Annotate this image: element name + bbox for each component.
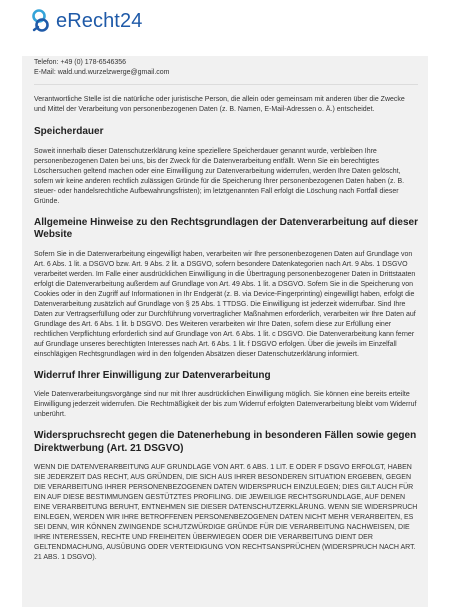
content-area <box>22 56 428 607</box>
objection-paragraph: WENN DIE DATENVERARBEITUNG AUF GRUNDLAGE VON ART. 6 ABS. 1 LIT. E ODER F DSGVO ERFOLGT, HABEN SIE JEDERZEIT DAS RECHT, AUS GRÜNDEN, DIE SICH AUS IHRER BESONDEREN SITUATION ERGEBEN, GEGEN DIE VERARBEITUNG IHRER PERSONENBEZOGENEN DATEN WIDERSPRUCH EINZULEGEN; DIES GILT AUCH FÜR EIN AUF DIESE BESTIMMUNGEN GESTÜTZTES PROFILING. DIE JEWEILIGE RECHTSGRUNDLAGE, AUF DENEN EINE VERARBEITUNG BERUHT, ENTNEHMEN SIE DIESER DATENSCHUTZERKLÄRUNG. WENN SIE WIDERSPRUCH EINLEGEN, WERDEN WIR IHRE BETROFFENEN PERSONENBEZOGENEN DATEN NICHT MEHR VERARBEITEN, ES SEI DENN, WIR KÖNNEN ZWINGENDE SCHUTZWÜRDIGE GRÜNDE FÜR DIE VERARBEITUNG NACHWEISEN, DIE IHRE INTERESSEN, RECHTE UND FREIHEITEN ÜBERWIEGEN ODER DIE VERARBEITUNG DIENT DER GELTENDMACHUNG, AUSÜBUNG ODER VERTEIDIGUNG VON RECHTSANSPRÜCHEN (WIDERSPRUCH NACH ART. 21 ABS. 1 DSGVO). <box>34 464 418 561</box>
section-sign-icon <box>30 8 54 34</box>
intro-paragraph: Verantwortliche Stelle ist die natürliche oder juristische Person, die allein oder gemeinsam mit anderen über die Zwecke und Mittel der Verarbeitung von personenbezogenen Daten (z. B. Namen, E-Mail-Adressen o. Ä.) entscheidet. <box>34 96 405 113</box>
brand-name: eRecht24 <box>56 9 143 32</box>
content-inner <box>34 56 418 563</box>
header <box>0 0 452 56</box>
brand-logo[interactable] <box>30 8 142 34</box>
divider <box>34 84 418 85</box>
contact-email: E-Mail: wald.und.wurzelzwerge@gmail.com <box>34 69 170 76</box>
heading-legal-basis: Allgemeine Hinweise zu den Rechtsgrundlagen der Datenverarbeitung auf dieser Website <box>34 216 418 240</box>
withdrawal-paragraph: Viele Datenverarbeitungsvorgänge sind nur mit Ihrer ausdrücklichen Einwilligung möglich. Sie können eine bereits erteilte Einwilligung jederzeit widerrufen. Die Rechtmäßigkeit der bis zum Widerruf erfolgten Datenverarbeitung bleibt vom Widerruf unberührt. <box>34 391 417 418</box>
heading-storage: Speicherdauer <box>34 126 104 137</box>
legal-basis-paragraph: Sofern Sie in die Datenverarbeitung eingewilligt haben, verarbeiten wir Ihre personenbezogenen Daten auf Grundlage von Art. 6 Abs. 1 lit. a DSGVO bzw. Art. 9 Abs. 2 lit. a DSGVO, sofern besondere Datenkategorien nach Art. 9 Abs. 1 DSGVO verarbeitet werden. Im Falle einer ausdrücklichen Einwilligung in die Übertragung personenbezogener Daten in Drittstaaten erfolgt die Datenverarbeitung außerdem auf Grundlage von Art. 49 Abs. 1 lit. a DSGVO. Sofern Sie in die Speicherung von Cookies oder in den Zugriff auf Informationen in Ihr Endgerät (z. B. via Device-Fingerprinting) eingewilligt haben, erfolgt die Datenverarbeitung zusätzlich auf Grundlage von § 25 Abs. 1 TTDSG. Die Einwilligung ist jederzeit widerrufbar. Sind Ihre Daten zur Vertragserfüllung oder zur Durchführung vorvertraglicher Maßnahmen erforderlich, verarbeiten wir Ihre Daten auf Grundlage des Art. 6 Abs. 1 lit. b DSGVO. Des Weiteren verarbeiten wir Ihre Daten, sofern diese zur Erfüllung einer rechtlichen Verpflichtung erforderlich sind auf Grundlage von Art. 6 Abs. 1 lit. c DSGVO. Die Datenverarbeitung kann ferner auf Grundlage unseres berechtigten Interesses nach Art. 6 Abs. 1 lit. f DSGVO erfolgen. Über die jeweils im Einzelfall einschlägigen Rechtsgrundlagen wird in den folgenden Absätzen dieser Datenschutzerklärung informiert. <box>34 250 416 358</box>
storage-paragraph: Soweit innerhalb dieser Datenschutzerklärung keine speziellere Speicherdauer genannt wurde, verbleiben Ihre personenbezogenen Daten bei uns, bis der Zweck für die Datenverarbeitung entfällt. Wenn Sie ein berechtigtes Löschersuchen geltend machen oder eine Einwilligung zur Datenverarbeitung widerrufen, werden Ihre Daten gelöscht, sofern wir keine anderen rechtlich zulässigen Gründe für die Speicherung Ihrer personenbezogenen Daten haben (z. B. steuer- oder handelsrechtliche Aufbewahrungsfristen); im letztgenannten Fall erfolgt die Löschung nach Fortfall dieser Gründe. <box>34 147 405 205</box>
heading-objection: Widerspruchsrecht gegen die Datenerhebung in besonderen Fällen sowie gegen Direktwerbung (Art. 21 DSGVO) <box>34 430 417 454</box>
contact-phone: Telefon: +49 (0) 178-6546356 <box>34 59 127 66</box>
heading-withdrawal: Widerruf Ihrer Einwilligung zur Datenverarbeitung <box>34 369 271 381</box>
